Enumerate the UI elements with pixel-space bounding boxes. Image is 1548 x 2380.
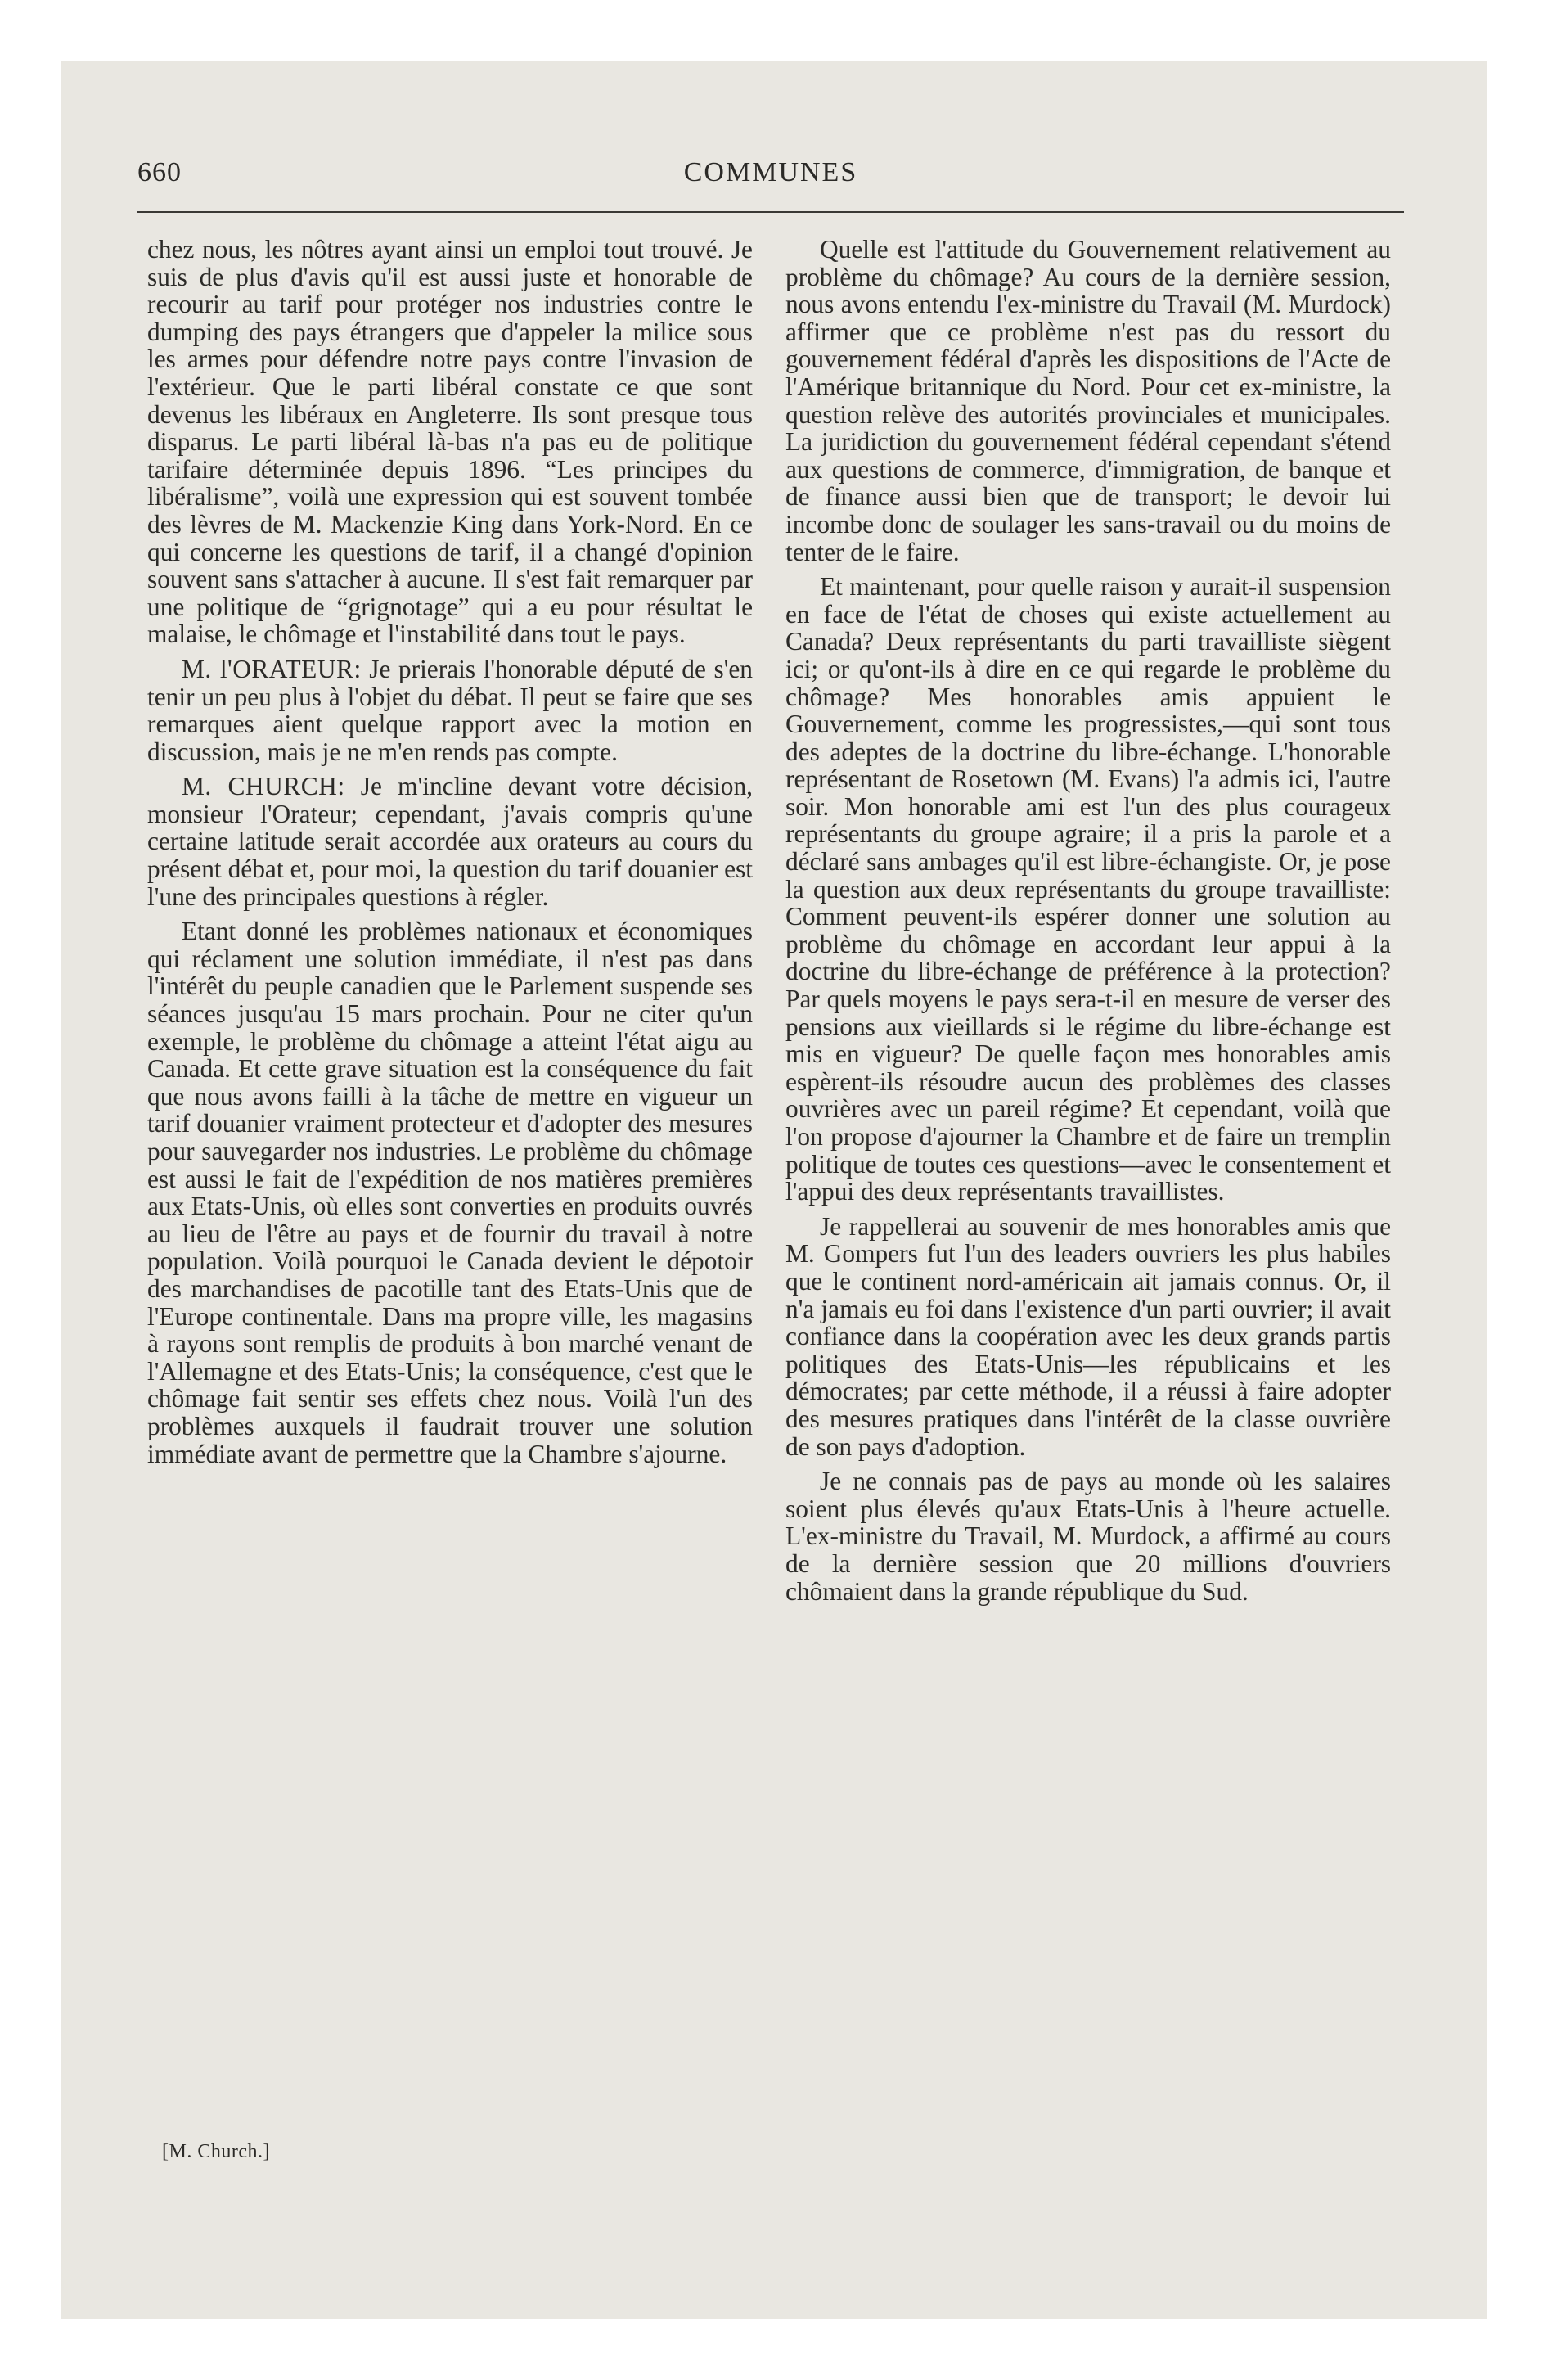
paragraph: Et maintenant, pour quelle raison y aurait-il suspension en face de l'état de choses qui existe actuellement au Canada? Deux représentants du parti travailliste siègent ici; or qu'ont-ils à dire en ce qui regarde le problème du chômage? Mes honorables amis appuient le Gouvernement, comme les progressistes,—qui sont tous des adeptes de la doctrine du libre-échange. L'honorable représentant de Rosetown (M. Evans) l'a admis ici, l'autre soir. Mon honorable ami est l'un des plus courageux représentants du groupe agraire; il a pris la parole et a déclaré sans ambages qu'il est libre-échangiste. Or, je pose la question aux deux représentants du groupe travailliste: Comment peuvent-ils espérer donner une solution au problème du chômage en accordant leur appui à la doctrine du libre-échange de préférence à la protection? Par quels moyens le pays sera-t-il en mesure de verser des pensions aux vieillards si le régime du libre-échange est mis en vigueur? De quelle façon mes honorables amis espèrent-ils résoudre aucun des problèmes des classes ouvrières avec un pareil régime? Et cependant, voilà que l'on propose d'ajourner la Chambre et de faire un tremplin politique de toutes ces questions—avec le consentement et l'appui des deux représentants travaillistes. [785, 572, 1391, 1206]
speaker-paragraph [147, 773, 753, 910]
speaker-paragraph [147, 656, 753, 765]
header-rule [137, 211, 1404, 213]
paragraph: chez nous, les nôtres ayant ainsi un emploi tout trouvé. Je suis de plus d'avis qu'il est aussi juste et honorable de recourir au tarif pour protéger nos industries contre le dumping des pays étrangers que d'appeler la milice sous les armes pour défendre notre pays contre l'invasion de l'extérieur. Que le parti libéral constate ce que sont devenus les libéraux en Angleterre. Ils sont presque tous disparus. Le parti libéral là-bas n'a pas eu de politique tarifaire déterminée depuis 1896. “Les principes du libéralisme”, voilà une expression qui est souvent tombée des lèvres de M. Mackenzie King dans York-Nord. En ce qui concerne les questions de tarif, il a changé d'opinion souvent sans s'attacher à aucune. Il s'est fait remarquer par une politique de “grignotage” qui a eu pour résultat le malaise, le chômage et l'instabilité dans tout le pays. [147, 235, 753, 649]
speaker-name: M. l'ORATEUR: [182, 654, 362, 683]
paragraph: Je ne connais pas de pays au monde où les salaires soient plus élevés qu'aux Etats-Unis à l'heure actuelle. L'ex-ministre du Travail, M. Murdock, a affirmé au cours de la dernière session que 20 millions d'ouvriers chômaient dans la grande république du Sud. [785, 1467, 1391, 1606]
speaker-text: Je prierais l'honorable député de s'en tenir un peu plus à l'objet du débat. Il peut se faire que ses remarques aient quelque rapport avec la motion en discussion, mais je ne m'en rends pas compte. [147, 654, 753, 766]
paragraph: Je rappellerai au souvenir de mes honorables amis que M. Gompers fut l'un des leaders ouvriers les plus habiles que le continent nord-américain ait jamais connus. Or, il n'a jamais eu foi dans l'existence d'un parti ouvrier; il avait confiance dans la coopération avec les deux grands partis politiques des Etats-Unis—les républicains et les démocrates; par cette méthode, il a réussi à faire adopter des mesures pratiques dans l'intérêt de la classe ouvrière de son pays d'adoption. [785, 1211, 1391, 1461]
speaker-name: M. CHURCH: [182, 772, 345, 801]
speaker-footnote: [M. Church.] [162, 2141, 270, 2162]
running-title: COMMUNES [683, 157, 858, 187]
page-header [137, 154, 1404, 198]
speaker-text: Je m'incline devant votre décision, monsieur l'Orateur; cependant, j'avais compris qu'une certaine latitude serait accordée aux orateurs au cours du présent débat et, pour moi, la question du tarif douanier est l'une des principales questions à régler. [147, 772, 753, 911]
page-number: 660 [137, 157, 182, 187]
paragraph: Quelle est l'attitude du Gouvernement relativement au problème du chômage? Au cours de la dernière session, nous avons entendu l'ex-ministre du Travail (M. Murdock) affirmer que ce problème n'est pas du ressort du gouvernement fédéral d'après les dispositions de l'Acte de l'Amérique britannique du Nord. Pour cet ex-ministre, la question relève des autorités provinciales et municipales. La juridiction du gouvernement fédéral cependant s'étend aux questions de commerce, d'immigration, de banque et de finance aussi bien que de transport; le devoir lui incombe donc de soulager les sans-travail ou du moins de tenter de le faire. [785, 235, 1391, 566]
paragraph: Etant donné les problèmes nationaux et économiques qui réclament une solution immédiate, il n'est pas dans l'intérêt du peuple canadien que le Parlement suspende ses séances jusqu'au 15 mars prochain. Pour ne citer qu'un exemple, le problème du chômage a atteint l'état aigu au Canada. Et cette grave situation est la conséquence du fait que nous avons failli à la tâche de mettre en vigueur un tarif douanier vraiment protecteur et d'adopter des mesures pour sauvegarder nos industries. Le problème du chômage est aussi le fait de l'expédition de nos matières premières aux Etats-Unis, où elles sont converties en produits ouvrés au lieu de l'être au pays et de fournir du travail à notre population. Voilà pourquoi le Canada devient le dépotoir des marchandises de pacotille tant des Etats-Unis que de l'Europe continentale. Dans ma propre ville, les magasins à rayons sont remplis de produits à bon marché venant de l'Allemagne et des Etats-Unis; la conséquence, c'est que le chômage fait sentir ses effets chez nous. Voilà l'un des problèmes auxquels il faudrait trouver une solution immédiate avant de permettre que la Chambre s'ajourne. [147, 917, 753, 1468]
left-column [147, 236, 753, 1475]
right-column [785, 236, 1391, 1612]
